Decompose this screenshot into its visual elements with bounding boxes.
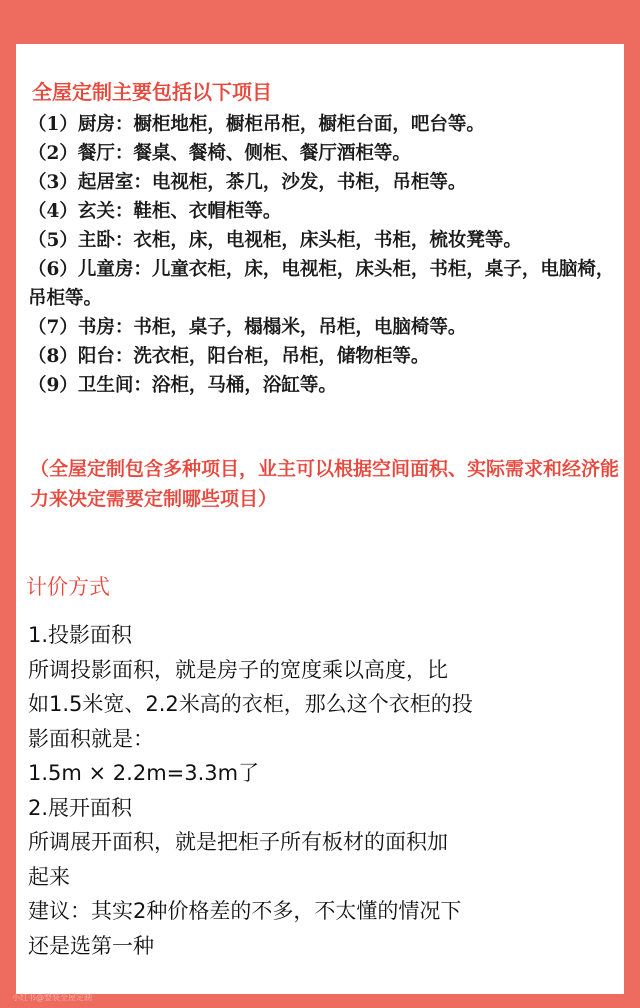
- note-text: （全屋定制包含多种项目，业主可以根据空间面积、实际需求和经济能力来决定需要定制哪些项目）: [30, 458, 620, 510]
- pricing-body: [28, 618, 608, 963]
- section-title: 全屋定制主要包括以下项目: [32, 80, 272, 104]
- pricing-desc-expanded-1: 所调展开面积，就是把柜子所有板材的面积加: [28, 830, 448, 854]
- list-item-master-bedroom: （5）主卧：衣柜，床，电视柜，床头柜，书柜，梳妆凳等。: [28, 230, 522, 251]
- pricing-title: 计价方式: [26, 575, 110, 599]
- watermark: 小红书@整装全屋定制: [12, 993, 92, 1002]
- list-item-entrance: （4）玄关：鞋柜、衣帽柜等。: [28, 201, 282, 222]
- pricing-desc-expanded-2: 起来: [28, 864, 70, 889]
- list-item-balcony: （8）阳台：洗衣柜，阳台柜，吊柜，储物柜等。: [28, 346, 430, 367]
- pricing-desc-projection-1: 所调投影面积，就是房子的宽度乘以高度，比: [28, 657, 448, 682]
- pricing-heading-expanded: 2.展开面积: [28, 795, 133, 820]
- list-item-kids-room: （6）儿童房：儿童衣柜，床，电视柜，床头柜，书柜，桌子，电脑椅，吊柜等。: [28, 259, 615, 309]
- list-item-study: （7）书房：书柜，桌子，榻榻米，吊柜，电脑椅等。: [28, 317, 467, 338]
- content-card: [16, 44, 624, 994]
- pricing-desc-projection-2: 如1.5米宽、2.2米高的衣柜，那么这个衣柜的投: [28, 692, 473, 716]
- project-list: [28, 110, 618, 400]
- list-item-bathroom: （9）卫生间：浴柜，马桶，浴缸等。: [28, 375, 337, 396]
- pricing-advice-2: 还是选第一种: [28, 933, 154, 958]
- pricing-formula: 1.5m × 2.2m=3.3m了: [28, 761, 260, 785]
- list-item-living: （3）起居室：电视柜，茶几，沙发，书柜，吊柜等。: [28, 172, 467, 193]
- list-item-dining: （2）餐厅：餐桌、餐椅、侧柜、餐厅酒柜等。: [28, 143, 411, 164]
- pricing-heading-projection: 1.投影面积: [28, 623, 133, 647]
- pricing-advice-1: 建议：其实2种价格差的不多，不太懂的情况下: [28, 899, 462, 923]
- pricing-desc-projection-3: 影面积就是：: [28, 726, 154, 751]
- list-item-kitchen: （1）厨房：橱柜地柜，橱柜吊柜，橱柜台面，吧台等。: [28, 114, 485, 135]
